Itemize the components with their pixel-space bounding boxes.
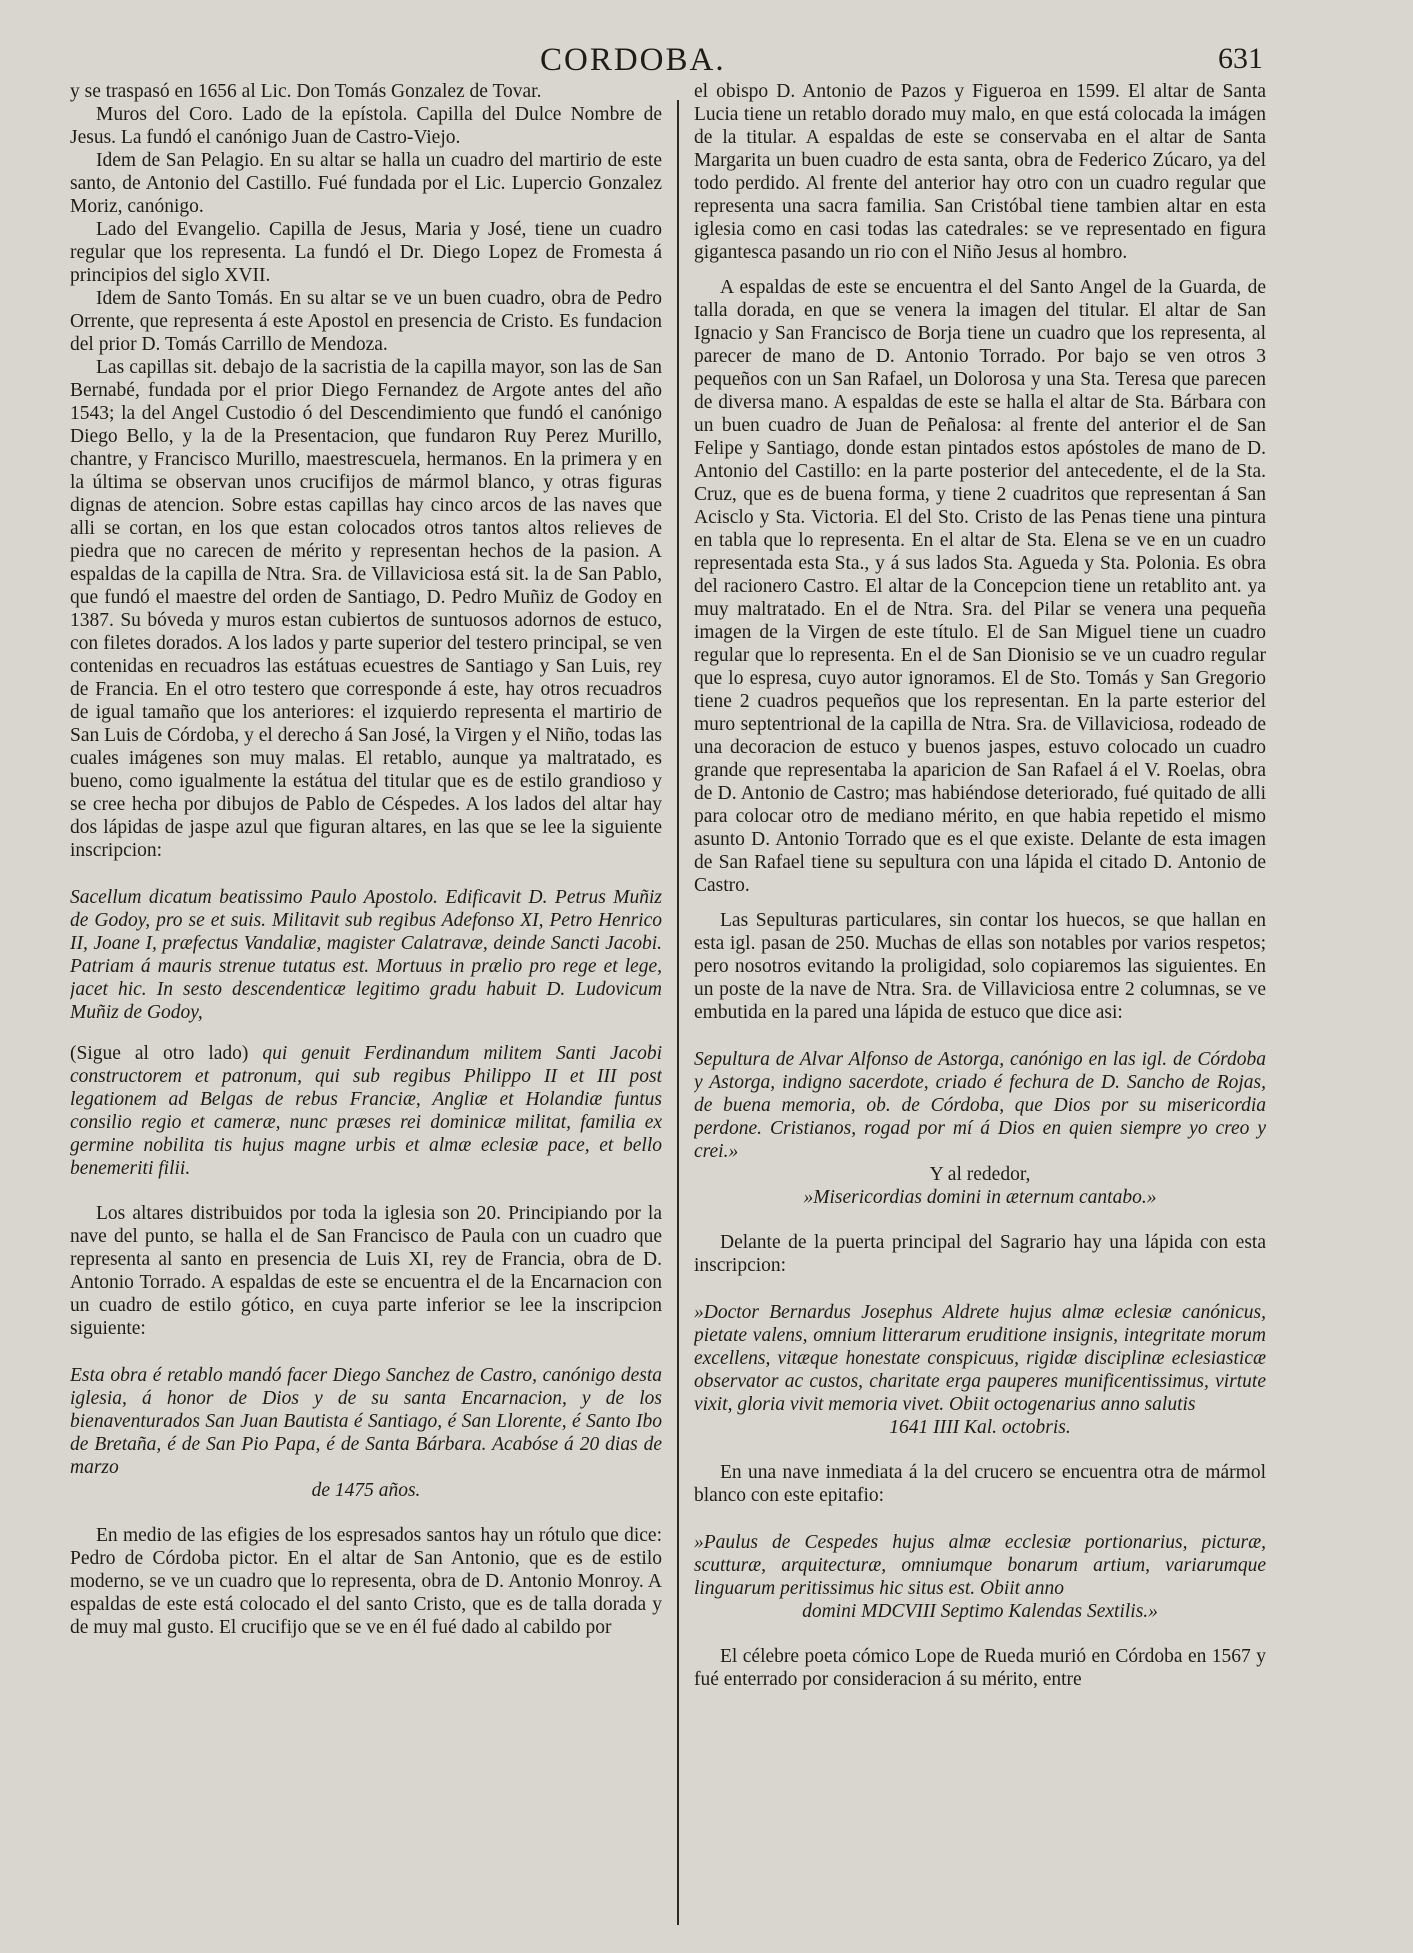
right-paragraph-5: En una nave inmediata á la del crucero se encuentra otra de mármol blanco con este epitafio: (694, 1462, 1266, 1506)
left-paragraph-1: y se traspasó en 1656 al Lic. Don Tomás Gonzalez de Tovar. (70, 81, 542, 102)
left-paragraph-3: Idem de San Pelagio. En su altar se halla un cuadro del martirio de este santo, de Antonio del Castillo. Fué fundada por el Lic. Lupercio Gonzalez Moriz, canónigo. (70, 150, 662, 217)
inscription-text-3-end: de 1475 años. (311, 1480, 421, 1501)
inscription-aldrete-end: 1641 IIII Kal. octobris. (889, 1417, 1071, 1438)
inscription-cespedes (694, 1531, 1266, 1623)
inscription-san-pablo (70, 886, 662, 1180)
right-paragraph-4: Delante de la puerta principal del Sagrario hay una lápida con esta inscripcion: (694, 1232, 1266, 1276)
left-paragraph-5: Idem de Santo Tomás. En su altar se ve un buen cuadro, obra de Pedro Orrente, que representa á este Apostol en presencia de Cristo. Es fundacion del prior D. Tomás Carrillo de Mendoza. (70, 288, 662, 355)
left-paragraph-4: Lado del Evangelio. Capilla de Jesus, Maria y José, tiene un cuadro regular que los representa. La fundó el Dr. Diego Lopez de Fromesta á principios del siglo XVII. (70, 219, 662, 286)
inscription-text-2-body: qui genuit Ferdinandum militem Santi Jacobi constructorem et patronum, qui sub regibus Philippo II et III post legationem ad Belgas de rebus Franciæ, Angliæ et Holandiæ funtus consilio regio et cameræ, nunc præses rei dominicæ militat, familia ex germine nobilita tis hujus magne urbis et almæ eclesiæ pace, et bello benemeriti filii. (70, 1043, 662, 1179)
running-header (0, 42, 1413, 82)
inscription-aldrete-text: »Doctor Bernardus Josephus Aldrete hujus almæ eclesiæ canónicus, pietate valens, omnium litterarum eruditione insignis, integritate morum excellens, vitæque honestate conspicuus, rigidæ disciplinæ eclesiasticæ observator ac custos, charitate erga pauperes munificentissimus, virtute vixit, gloria vivit memoria vivet. Obiit octogenarius anno salutis (694, 1302, 1266, 1415)
inscription-sepultura-end: »Misericordias domini in æternum cantabo.» (803, 1187, 1157, 1208)
left-column (70, 80, 662, 1923)
left-paragraph-7: Los altares distribuidos por toda la iglesia son 20. Principiando por la nave del punto, se halla el de San Francisco de Paula con un cuadro que representa al santo en presencia de Luis XI, rey de Francia, obra de D. Antonio Torrado. A espaldas de este se encuentra el de la Encarnacion con un cuadro de estilo gótico, en cuya parte inferior se lee la inscripcion siguiente: (70, 1203, 662, 1339)
inscription-aldrete (694, 1301, 1266, 1439)
inscription-text-2 (70, 1042, 662, 1180)
left-paragraph-2: Muros del Coro. Lado de la epístola. Capilla del Dulce Nombre de Jesus. La fundó el canónigo Juan de Castro-Viejo. (70, 104, 662, 148)
right-paragraph-6: El célebre poeta cómico Lope de Rueda murió en Córdoba en 1567 y fué enterrado por consideracion á su mérito, entre (694, 1646, 1266, 1690)
left-paragraph-8: En medio de las efigies de los espresados santos hay un rótulo que dice: Pedro de Córdoba pictor. En el altar de San Antonio, que es de estilo moderno, se ve un cuadro que lo representa, obra de D. Antonio Monroy. A espaldas de este está colocado el del santo Cristo, que es de talla dorada y de muy mal gusto. El crucifijo que se ve en él fué dado al cabildo por (70, 1525, 662, 1638)
inscription-continuation-note: (Sigue al otro lado) (70, 1043, 249, 1064)
right-column (694, 80, 1266, 1923)
inscription-encarnacion (70, 1364, 662, 1502)
column-divider (677, 100, 679, 1925)
left-paragraph-6: Las capillas sit. debajo de la sacristia de la capilla mayor, son las de San Bernabé, fundada por el prior Diego Fernandez de Argote antes del año 1543; la del Angel Custodio ó del Descendimiento que fundó el canónigo Diego Bello, y la de la Presentacion, que fundaron Ruy Perez Murillo, chantre, y Francisco Murillo, maestrescuela, hermanos. En la primera y en la última se observan unos crucifijos de mármol blanco, y otras figuras dignas de atencion. Sobre estas capillas hay cinco arcos de las naves que alli se cortan, en los que estan colocados otros tantos altos relieves de piedra que no carecen de mérito y representan hechos de la pasion. A espaldas de la capilla de Ntra. Sra. de Villaviciosa está sit. la de San Pablo, que fundó el maestre del orden de Santiago, D. Pedro Muñiz de Godoy en 1387. Su bóveda y muros estan cubiertos de suntuosos adornos de estuco, con filetes dorados. A los lados y parte superior del testero principal, se ven contenidas en recuadros las estátuas ecuestres de Santiago y San Luis, rey de Francia. En el otro testero que corresponde á este, hay otros recuadros de igual tamaño que los anteriores: el izquierdo representa el martirio de San Luis de Córdoba, y el derecho á San José, la Virgen y el Niño, todas las cuales imágenes son muy malas. El retablo, aunque ya maltratado, es bueno, como igualmente la estátua del titular que es de estilo grandioso y se cree hecha por dibujos de Pablo de Céspedes. A los lados del altar hay dos lápidas de jaspe azul que figuran altares, en las que se lee la siguiente inscripcion: (70, 357, 662, 861)
inscription-text-1: Sacellum dicatum beatissimo Paulo Apostolo. Edificavit D. Petrus Muñiz de Godoy, pro se et suis. Militavit sub regibus Adefonso XI, Petro Henrico II, Joane I, præfectus Vandaliæ, magister Calatravæ, deinde Sancti Jacobi. Patriam á mauris strenue tutatus est. Mortuus in prælio pro rege et lege, jacet hic. In sesto descendenticæ legitimo gradu habuit D. Ludovicum Muñiz de Godoy, (70, 887, 662, 1023)
inscription-sepultura-text: Sepultura de Alvar Alfonso de Astorga, canónigo en las igl. de Córdoba y Astorga, indigno sacerdote, criado é fechura de D. Sancho de Rojas, de buena memoria, ob. de Córdoba, que Dios por su misericordia perdone. Cristianos, rogad por mí á Dios en quien siempre yo creo y crei.» (694, 1049, 1266, 1162)
right-paragraph-3: Las Sepulturas particulares, sin contar los huecos, se que hallan en esta igl. pasan de 250. Muchas de ellas son notables por varios respetos; pero nosotros evitando la proligidad, solo copiaremos las siguientes. En un poste de la nave de Ntra. Sra. de Villaviciosa entre 2 columnas, se ve embutida en la pared una lápida de estuco que dice asi: (694, 910, 1266, 1023)
right-paragraph-2: A espaldas de este se encuentra el del Santo Angel de la Guarda, de talla dorada, en que se venera la imagen del titular. El altar de San Ignacio y San Francisco de Borja tiene un cuadro que los representa, al parecer de mano de D. Antonio Torrado. Por bajo se ven otros 3 pequeños con un San Rafael, un Dolorosa y una Sta. Teresa que parecen de diversa mano. A espaldas de este se halla el altar de Sta. Bárbara con un buen cuadro de Juan de Peñalosa: al frente del anterior el de San Felipe y Santiago, donde estan pintados estos apóstoles de mano de D. Antonio del Castillo: en la parte posterior del antecedente, el de la Sta. Cruz, que es de buena forma, y tiene 2 cuadritos que representan á San Acisclo y Sta. Victoria. El del Sto. Cristo de las Penas tiene una pintura en tabla que lo representa. En el altar de Sta. Elena se ve en un cuadro representada esta Sta., y á sus lados Sta. Agueda y Sta. Polonia. Es obra del racionero Castro. El altar de la Concepcion tiene un retablito ant. ya muy maltratado. En el de Ntra. Sra. del Pilar se venera una pequeña imagen de la Virgen de este título. El de San Miguel tiene un cuadro regular que lo representa. En el de San Dionisio se ve un cuadro regular que lo espresa, cuyo autor ignoramos. El de Sto. Tomás y San Gregorio tiene 2 cuadros pequeños que los representan. En la parte esterior del muro septentrional de la capilla de Ntra. Sra. de Villaviciosa, rodeado de una decoracion de estuco y buenos jaspes, estuvo colocado un cuadro grande que representaba la aparicion de San Rafael á el V. Roelas, obra de D. Antonio de Castro; mas habiéndose deteriorado, fué quitado de alli para colocar otro de mediano mérito, en que habia repetido el mismo asunto D. Antonio Torrado que es el que existe. Delante de esta imagen de San Rafael tiene su sepultura con una lápida el citado D. Antonio de Castro. (694, 277, 1266, 896)
inscription-cespedes-text: »Paulus de Cespedes hujus almæ ecclesiæ portionarius, picturæ, scutturæ, arquitecturæ, omniumque bonarum artium, variarumque linguarum peritissimus hic situs est. Obiit anno (694, 1532, 1266, 1599)
page-title: CORDOBA. (540, 42, 726, 78)
inscription-sepultura (694, 1048, 1266, 1209)
inscription-cespedes-end: domini MDCVIII Septimo Kalendas Sextilis.» (802, 1601, 1158, 1622)
page-number: 631 (1218, 42, 1263, 75)
inscription-sepultura-aside: Y al rededor, (929, 1164, 1031, 1185)
right-paragraph-1: el obispo D. Antonio de Pazos y Figueroa en 1599. El altar de Santa Lucia tiene un retablo dorado muy malo, en que está colocada la imágen de la titular. A espaldas de este se conservaba en el altar de Santa Margarita un buen cuadro de esta santa, obra de Federico Zúcaro, ya del todo perdido. Al frente del anterior hay otro con un cuadro regular que representa una sacra familia. San Cristóbal tiene tambien altar en esta iglesia como en casi todas las catedrales: se ve representado en figura gigantesca pasando un rio con el Niño Jesus al hombro. (694, 81, 1266, 263)
inscription-text-3: Esta obra é retablo mandó facer Diego Sanchez de Castro, canónigo desta iglesia, á honor de Dios y de su santa Encarnacion, y de los bienaventurados San Juan Bautista é Santiago, é San Llorente, é Santo Ibo de Bretaña, é de San Pio Papa, é de Santa Bárbara. Acabóse á 20 dias de marzo (70, 1365, 662, 1478)
